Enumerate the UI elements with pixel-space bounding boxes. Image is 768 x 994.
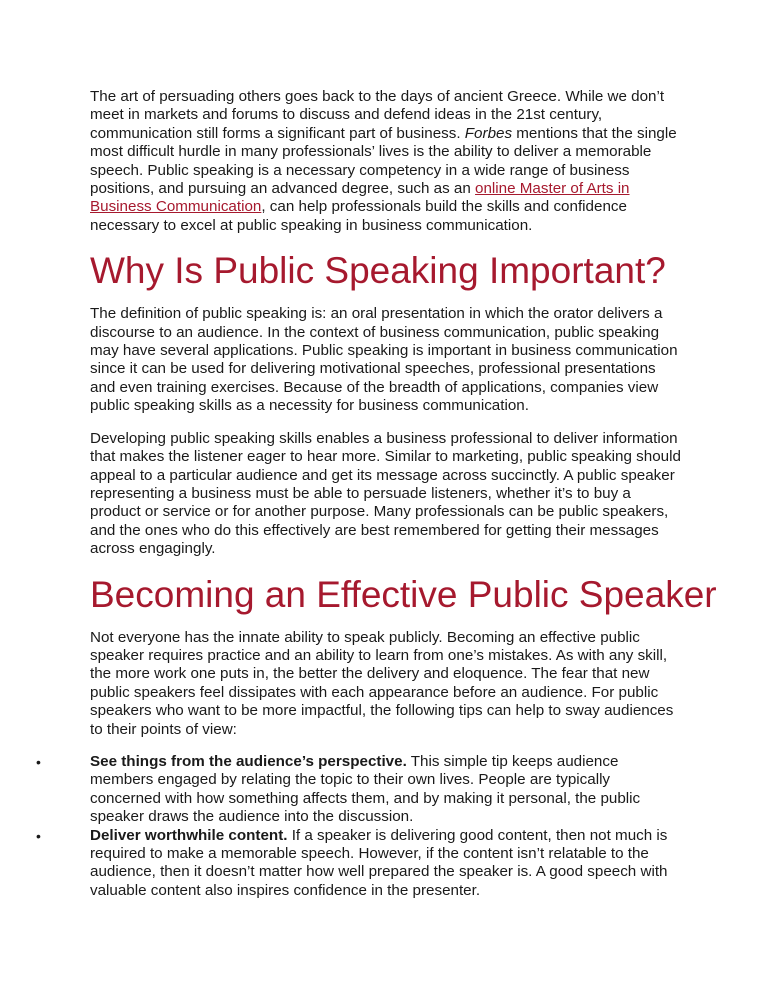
- intro-paragraph: [90, 88, 684, 235]
- tip-title: See things from the audience’s perspective.: [90, 752, 407, 770]
- tip-title: Deliver worthwhile content.: [90, 826, 288, 844]
- document-body: [36, 88, 717, 900]
- effective-paragraph-1: Not everyone has the innate ability to speak publicly. Becoming an effective public speaker requires practice and an ability to learn from one’s mistakes. As with any skill, the more work one puts in, the better the delivery and eloquence. The fear that new public speakers feel dissipates with each appearance before an audience. For public speakers who want to be more impactful, the following tips can help to sway audiences to their points of view:: [90, 628, 674, 738]
- section-heading-effective: Becoming an Effective Public Speaker: [90, 573, 717, 615]
- intro-text-1: The art of persuading others goes back to the days of ancient Greece. While we don’t meet in markets and forums to discuss and defend ideas in the 21st century, communication still forms a significant part of business.: [90, 88, 665, 142]
- list-item: [36, 752, 684, 827]
- bullet-icon: •: [36, 827, 41, 844]
- bullet-icon: •: [36, 753, 41, 770]
- why-paragraph-2: Developing public speaking skills enables a business professional to deliver information that makes the listener eager to hear more. Similar to marketing, public speaking should appeal to a particular audience and get its message across succinctly. A public speaker representing a business must be able to persuade listeners, whether it’s to buy a product or service or for another purpose. Many professionals can be public speakers, and the ones who do this effectively are best remembered for getting their messages across engagingly.: [90, 429, 681, 558]
- mba-communication-link[interactable]: online Master of Arts in Business Communication: [90, 180, 630, 216]
- tips-list: [36, 752, 684, 900]
- why-paragraph-1: The definition of public speaking is: an oral presentation in which the orator delivers a discourse to an audience. In the context of business communication, public speaking may have several applications. Public speaking is important in business communication since it can be used for delivering motivational speeches, professional presentations and even training exercises. Because of the breadth of applications, companies view public speaking skills as a necessity for business communication.: [90, 305, 678, 415]
- forbes-italic: Forbes: [464, 124, 513, 142]
- tip-text: This simple tip keeps audience members engaged by relating the topic to their own lives. People are typically concerned with how something affects them, and by making it personal, the public speaker draws the audience into the discussion.: [90, 752, 641, 826]
- list-item: [36, 826, 684, 901]
- intro-text-2: mentions that the single most difficult hurdle in many professionals’ lives is the ability to deliver a memorable speech. Public speaking is a necessary competency in a wide range of business positions, and pursuing an advanced degree, such as an: [90, 124, 677, 198]
- intro-text-3: , can help professionals build the skills and confidence necessary to excel at public speaking in business communication.: [90, 198, 627, 234]
- section-heading-why: Why Is Public Speaking Important?: [90, 250, 666, 292]
- tip-text: If a speaker is delivering good content, then not much is required to make a memorable speech. However, if the content isn’t relatable to the audience, then it doesn’t matter how well prepared the speaker is. A good speech with valuable content also inspires confidence in the presenter.: [90, 826, 668, 899]
